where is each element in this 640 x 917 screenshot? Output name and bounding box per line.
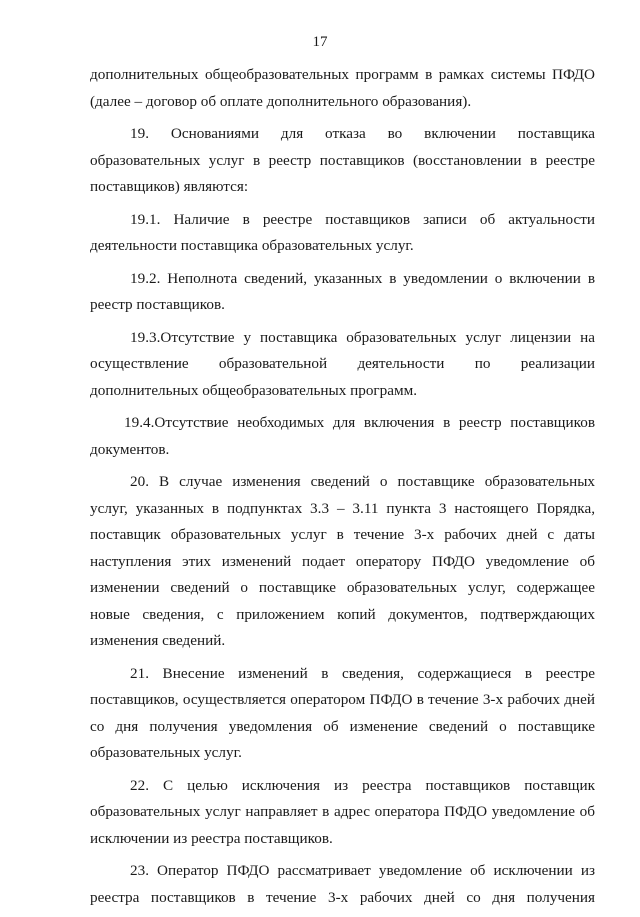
- text-line: 20. В случае изменения сведений о поставщике образовательных: [130, 473, 595, 490]
- text-line: 19.4.Отсутствие необходимых для включения в реестр поставщиков: [124, 414, 595, 431]
- text-line: деятельности поставщика образовательных услуг.: [90, 237, 414, 254]
- text-line: документов.: [90, 440, 170, 458]
- paragraph-19-4: [90, 410, 595, 463]
- text-line: 22. С целью исключения из реестра поставщиков поставщик: [130, 776, 595, 794]
- text-line: новые сведения, с приложением копий документов, подтверждающих: [90, 605, 595, 623]
- text-line: 19.3.Отсутствие у поставщика образовательных услуг лицензии на: [130, 328, 595, 346]
- paragraph-19: [90, 121, 595, 201]
- text-line: изменении сведений о поставщике образовательных услуг, содержащее: [90, 579, 595, 596]
- text-line: поставщик образовательных услуг в течение 3-х рабочих дней с даты: [90, 526, 595, 543]
- text-line: дополнительных общеобразовательных программ в рамках системы ПФДО: [90, 66, 595, 83]
- paragraph-22: [90, 773, 595, 853]
- text-line: со дня получения уведомления об изменение сведений о поставщике: [90, 717, 595, 735]
- paragraph-21: [90, 661, 595, 767]
- text-line: 23. Оператор ПФДО рассматривает уведомление об исключении из: [130, 862, 595, 879]
- page-number: 17: [312, 34, 328, 50]
- text-line: изменения сведений.: [90, 632, 226, 649]
- paragraph-continuation: [90, 62, 595, 115]
- paragraph-20: [90, 469, 595, 655]
- text-line: образовательных услуг в реестр поставщиков (восстановлении в реестре: [90, 151, 595, 169]
- paragraph-23: [90, 858, 595, 911]
- text-line: образовательных услуг направляет в адрес оператора ПФДО уведомление об: [90, 803, 595, 820]
- text-line: 19.1. Наличие в реестре поставщиков записи об актуальности: [130, 210, 595, 228]
- text-line: поставщиков) являются:: [90, 178, 249, 195]
- text-line: образовательных услуг.: [90, 744, 242, 761]
- paragraph-19-1: [90, 207, 595, 260]
- text-line: услуг, указанных в подпунктах 3.3 – 3.11 пункта 3 настоящего Порядка,: [90, 499, 595, 517]
- paragraph-19-3: [90, 325, 595, 405]
- text-line: 19. Основаниями для отказа во включении поставщика: [130, 125, 595, 142]
- text-line: 21. Внесение изменений в сведения, содержащиеся в реестре: [130, 664, 595, 682]
- text-line: реестра поставщиков в течение 3-х рабочих дней со дня получения: [90, 888, 595, 906]
- text-line: поставщиков, осуществляется оператором ПФДО в течение 3-х рабочих дней: [90, 691, 595, 708]
- document-body: [90, 62, 595, 917]
- text-line: осуществление образовательной деятельности по реализации: [90, 355, 595, 372]
- text-line: наступления этих изменений подает оператору ПФДО уведомление об: [90, 552, 595, 570]
- text-line: исключении из реестра поставщиков.: [90, 829, 333, 847]
- text-line: дополнительных общеобразовательных программ.: [90, 381, 418, 399]
- text-line: реестр поставщиков.: [90, 296, 225, 313]
- text-line: (далее – договор об оплате дополнительного образования).: [90, 92, 472, 110]
- paragraph-19-2: [90, 266, 595, 319]
- text-line: 19.2. Неполнота сведений, указанных в уведомлении о включении в: [130, 269, 595, 287]
